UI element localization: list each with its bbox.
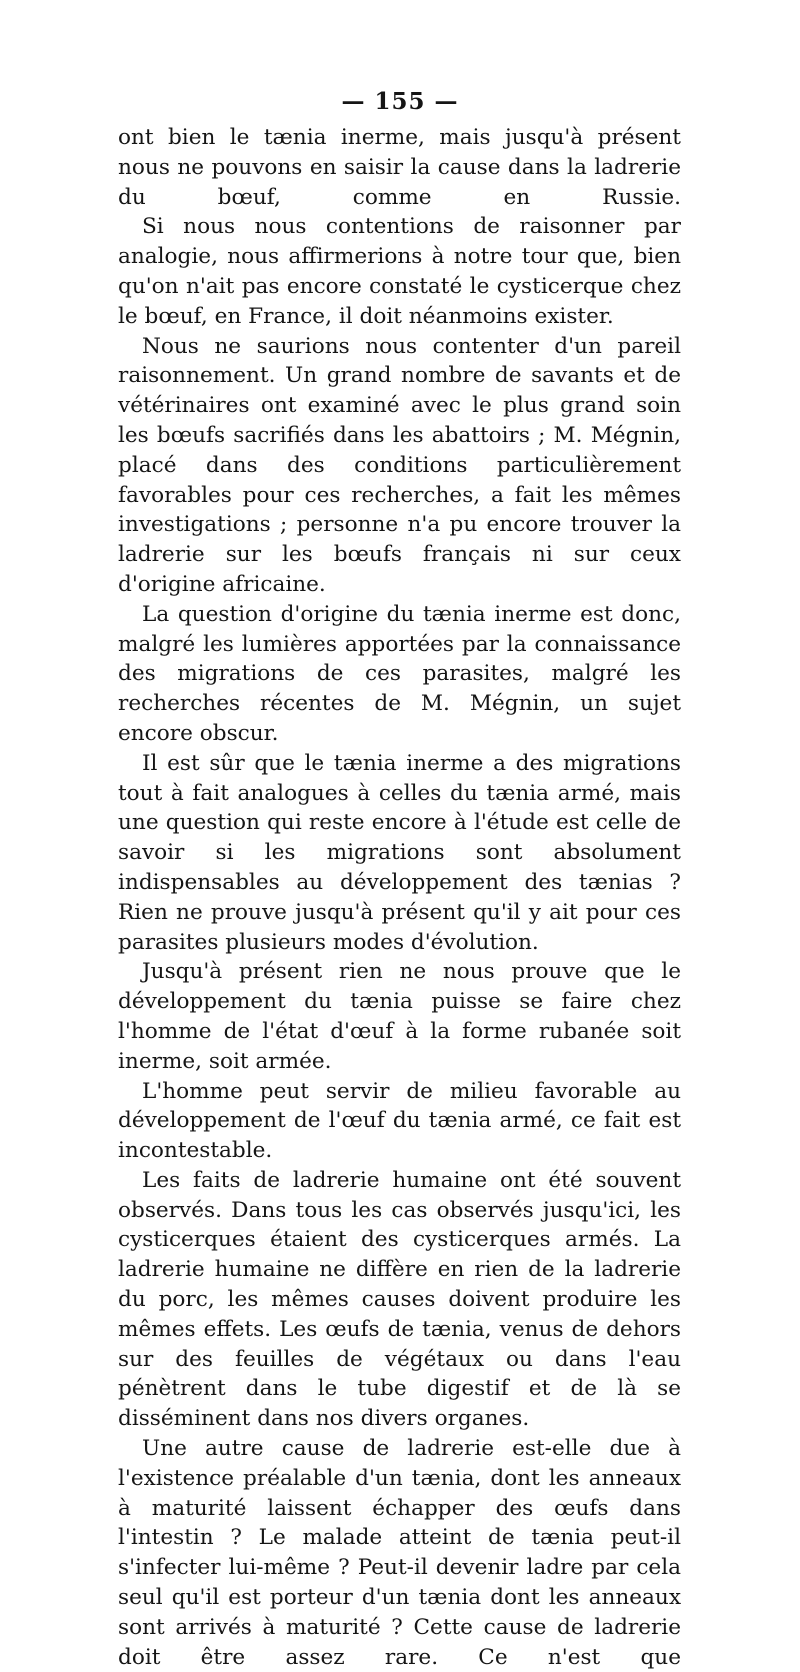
- paragraph-continuation: ont bien le tænia inerme, mais jusqu'à présent nous ne pouvons en saisir la cause dans la ladrerie du bœuf, comme en Russie.: [118, 125, 681, 210]
- paragraph: L'homme peut servir de milieu favorable au développement de l'œuf du tænia armé, ce fait est incontestable.: [118, 1078, 681, 1164]
- paragraph: La question d'origine du tænia inerme est donc, malgré les lumières apportées par la connaissance des migrations de ces parasites, malgré les recherches récentes de M. Mégnin, un sujet encore obscur.: [118, 601, 681, 746]
- paragraph: Jusqu'à présent rien ne nous prouve que le développement du tænia puisse se faire chez l'homme de l'état d'œuf à la forme rubanée soit inerme, soit armée.: [118, 959, 681, 1074]
- paragraph: Si nous nous contentions de raisonner par analogie, nous affirmerions à notre tour que, bien qu'on n'ait pas encore constaté le cysticerque chez le bœuf, en France, il doit néanmoins exister.: [118, 214, 681, 329]
- paragraph: Il est sûr que le tænia inerme a des migrations tout à fait analogues à celles du tænia armé, mais une question qui reste encore à l'étude est celle de savoir si les migrations sont absolument indispensables au développement des tænias ? Rien ne prouve jusqu'à présent qu'il y ait pour ces parasites plusieurs modes d'évolution.: [118, 750, 681, 955]
- paragraph: Les faits de ladrerie humaine ont été souvent observés. Dans tous les cas observés jusqu'ici, les cysticerques étaient des cysticerques armés. La ladrerie humaine ne diffère en rien de la ladrerie du porc, les mêmes causes doivent produire les mêmes effets. Les œufs de tænia, venus de dehors sur des feuilles de végétaux ou dans l'eau pénètrent dans le tube digestif et de là se disséminent dans nos divers organes.: [118, 1167, 681, 1432]
- paragraph: Nous ne saurions nous contenter d'un pareil raisonnement. Un grand nombre de savants et de vétérinaires ont examiné avec le plus grand soin les bœufs sacrifiés dans les abattoirs ; M. Mégnin, placé dans des conditions particulièrement favorables pour ces recherches, a fait les mêmes investigations ; personne n'a pu encore trouver la ladrerie sur les bœufs français ni sur ceux d'origine africaine.: [118, 333, 681, 597]
- body-text: [118, 123, 681, 1672]
- paragraph-continues-next-page: Une autre cause de ladrerie est-elle due à l'existence préalable d'un tænia, dont les anneaux à maturité laissent échapper des œufs dans l'intestin ? Le malade atteint de tænia peut-il s'infecter lui-même ? Peut-il devenir ladre par cela seul qu'il est porteur d'un tænia dont les anneaux sont arrivés à maturité ? Cette cause de ladrerie doit être assez rare. Ce n'est que: [118, 1436, 681, 1670]
- page-number: — 155 —: [341, 88, 459, 115]
